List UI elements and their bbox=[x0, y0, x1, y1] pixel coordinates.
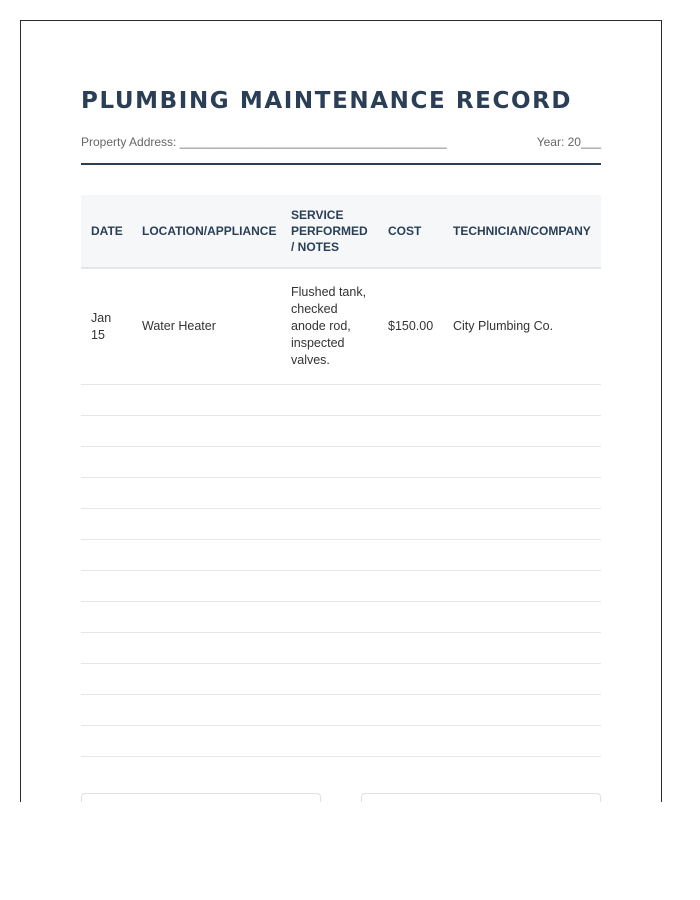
empty-table-row[interactable] bbox=[81, 571, 601, 602]
empty-table-row[interactable] bbox=[81, 695, 601, 726]
empty-cell-technician[interactable] bbox=[443, 447, 601, 478]
empty-table-row[interactable] bbox=[81, 664, 601, 695]
empty-cell-technician[interactable] bbox=[443, 385, 601, 416]
empty-cell-service[interactable] bbox=[281, 509, 378, 540]
empty-cell-location[interactable] bbox=[132, 385, 281, 416]
footer-boxes bbox=[81, 793, 601, 802]
empty-cell-service[interactable] bbox=[281, 447, 378, 478]
empty-cell-location[interactable] bbox=[132, 447, 281, 478]
empty-cell-service[interactable] bbox=[281, 416, 378, 447]
empty-table-row[interactable] bbox=[81, 633, 601, 664]
empty-cell-cost[interactable] bbox=[378, 633, 443, 664]
empty-cell-date[interactable] bbox=[81, 385, 132, 416]
empty-cell-technician[interactable] bbox=[443, 571, 601, 602]
empty-cell-date[interactable] bbox=[81, 416, 132, 447]
empty-cell-location[interactable] bbox=[132, 571, 281, 602]
empty-cell-cost[interactable] bbox=[378, 416, 443, 447]
empty-cell-cost[interactable] bbox=[378, 447, 443, 478]
empty-cell-location[interactable] bbox=[132, 726, 281, 757]
table-row[interactable] bbox=[81, 268, 601, 385]
empty-cell-date[interactable] bbox=[81, 509, 132, 540]
footer-box-right[interactable] bbox=[361, 793, 601, 802]
empty-cell-service[interactable] bbox=[281, 540, 378, 571]
empty-cell-date[interactable] bbox=[81, 664, 132, 695]
empty-cell-cost[interactable] bbox=[378, 695, 443, 726]
empty-cell-location[interactable] bbox=[132, 602, 281, 633]
empty-cell-technician[interactable] bbox=[443, 726, 601, 757]
empty-cell-date[interactable] bbox=[81, 695, 132, 726]
empty-table-row[interactable] bbox=[81, 416, 601, 447]
empty-cell-location[interactable] bbox=[132, 509, 281, 540]
empty-cell-location[interactable] bbox=[132, 695, 281, 726]
empty-cell-technician[interactable] bbox=[443, 540, 601, 571]
footer-box-left[interactable] bbox=[81, 793, 321, 802]
empty-cell-cost[interactable] bbox=[378, 385, 443, 416]
empty-table-row[interactable] bbox=[81, 478, 601, 509]
empty-cell-service[interactable] bbox=[281, 385, 378, 416]
empty-cell-location[interactable] bbox=[132, 633, 281, 664]
empty-cell-location[interactable] bbox=[132, 664, 281, 695]
header-divider bbox=[81, 163, 601, 165]
empty-cell-service[interactable] bbox=[281, 695, 378, 726]
empty-cell-date[interactable] bbox=[81, 478, 132, 509]
empty-table-row[interactable] bbox=[81, 602, 601, 633]
empty-cell-date[interactable] bbox=[81, 602, 132, 633]
cell-location[interactable]: Water Heater bbox=[132, 268, 281, 385]
empty-cell-service[interactable] bbox=[281, 478, 378, 509]
empty-cell-cost[interactable] bbox=[378, 602, 443, 633]
empty-cell-technician[interactable] bbox=[443, 664, 601, 695]
empty-cell-location[interactable] bbox=[132, 478, 281, 509]
empty-cell-service[interactable] bbox=[281, 726, 378, 757]
empty-cell-cost[interactable] bbox=[378, 664, 443, 695]
cell-technician[interactable]: City Plumbing Co. bbox=[443, 268, 601, 385]
empty-cell-date[interactable] bbox=[81, 447, 132, 478]
empty-cell-service[interactable] bbox=[281, 633, 378, 664]
cell-date[interactable]: Jan 15 bbox=[81, 268, 132, 385]
empty-cell-technician[interactable] bbox=[443, 478, 601, 509]
empty-cell-date[interactable] bbox=[81, 726, 132, 757]
column-header-cost: COST bbox=[378, 195, 443, 268]
record-meta bbox=[81, 133, 601, 151]
record-content bbox=[81, 87, 601, 757]
maintenance-table bbox=[81, 195, 601, 757]
empty-cell-technician[interactable] bbox=[443, 509, 601, 540]
empty-cell-date[interactable] bbox=[81, 633, 132, 664]
column-header-location: LOCATION/APPLIANCE bbox=[132, 195, 281, 268]
empty-cell-service[interactable] bbox=[281, 664, 378, 695]
cell-cost[interactable]: $150.00 bbox=[378, 268, 443, 385]
empty-cell-service[interactable] bbox=[281, 602, 378, 633]
empty-table-row[interactable] bbox=[81, 726, 601, 757]
empty-cell-date[interactable] bbox=[81, 571, 132, 602]
empty-cell-technician[interactable] bbox=[443, 695, 601, 726]
empty-cell-technician[interactable] bbox=[443, 416, 601, 447]
empty-table-row[interactable] bbox=[81, 509, 601, 540]
empty-cell-technician[interactable] bbox=[443, 633, 601, 664]
column-header-service: SERVICE PERFORMED / NOTES bbox=[281, 195, 378, 268]
empty-table-row[interactable] bbox=[81, 447, 601, 478]
column-header-technician: TECHNICIAN/COMPANY bbox=[443, 195, 601, 268]
empty-cell-cost[interactable] bbox=[378, 726, 443, 757]
empty-cell-cost[interactable] bbox=[378, 509, 443, 540]
empty-cell-service[interactable] bbox=[281, 571, 378, 602]
page-title: PLUMBING MAINTENANCE RECORD bbox=[81, 88, 573, 114]
property-address-field[interactable]: Property Address: ________________________________________ bbox=[81, 135, 447, 149]
column-header-date: DATE bbox=[81, 195, 132, 268]
record-page bbox=[20, 20, 662, 802]
table-header-row bbox=[81, 195, 601, 268]
empty-cell-location[interactable] bbox=[132, 416, 281, 447]
cell-service[interactable]: Flushed tank, checked anode rod, inspected valves. bbox=[281, 268, 378, 385]
empty-cell-cost[interactable] bbox=[378, 478, 443, 509]
empty-cell-cost[interactable] bbox=[378, 571, 443, 602]
empty-cell-location[interactable] bbox=[132, 540, 281, 571]
empty-cell-cost[interactable] bbox=[378, 540, 443, 571]
empty-table-row[interactable] bbox=[81, 540, 601, 571]
empty-cell-technician[interactable] bbox=[443, 602, 601, 633]
empty-table-row[interactable] bbox=[81, 385, 601, 416]
empty-cell-date[interactable] bbox=[81, 540, 132, 571]
year-field[interactable]: Year: 20___ bbox=[536, 135, 601, 149]
